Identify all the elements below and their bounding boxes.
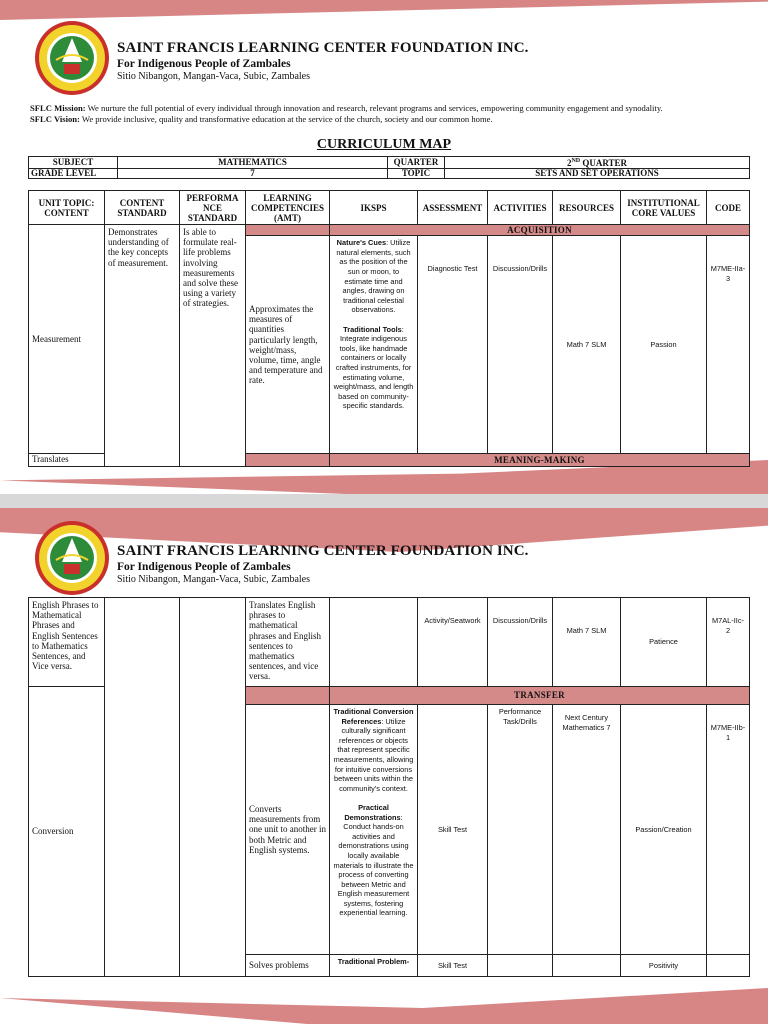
core-values-passion-creation: Passion/Creation xyxy=(621,705,707,955)
iksps-empty xyxy=(330,598,418,687)
resources-slm: Math 7 SLM xyxy=(553,598,621,687)
iksps-problem: Traditional Problem- xyxy=(330,955,418,977)
iksps-conversion xyxy=(330,705,418,955)
col-iksps: IKSPS xyxy=(330,191,418,225)
resources-empty xyxy=(553,955,621,977)
curriculum-map-title: CURRICULUM MAP xyxy=(316,137,452,152)
phase-bar-left-2 xyxy=(246,454,330,467)
school-subtitle: For Indigenous People of Zambales xyxy=(117,58,291,70)
performance-standard: Is able to formulate real-life problems involving measurements and solve these using a variety of strategies. xyxy=(180,225,246,467)
iksps-heading-2: Traditional Tools xyxy=(343,324,402,334)
iksps-conv-text-1: : Utilize culturally significant references or objects that represent specific measurements, allowing for intuitive conversions between units within the community's context. xyxy=(333,716,414,793)
mission-text: We nurture the full potential of every individual through innovation and research, relevant programs and services, empowering community engagement and synodality. xyxy=(85,103,663,113)
phase-bar-left xyxy=(246,225,330,236)
subject-label: SUBJECT xyxy=(29,157,118,169)
vision-text: We provide inclusive, quality and transformative education at the service of the church, society and our common home. xyxy=(79,113,493,124)
iksps-conv-text-2: : Conduct hands-on activities and demonstrations using locally available materials to illustrate the process of converting between Metric and English measurement systems, fostering experiential learning. xyxy=(333,812,414,918)
iksps-conv-heading-2: Practical Demonstrations xyxy=(344,802,401,822)
core-values-positivity: Positivity xyxy=(621,955,707,977)
quarter-value: 2ND QUARTER xyxy=(445,157,750,169)
iksps-cell xyxy=(330,236,418,454)
core-values-patience: Patience xyxy=(621,598,707,687)
grade-value: 7 xyxy=(118,169,388,179)
col-unit-topic: UNIT TOPIC: CONTENT xyxy=(29,191,105,225)
school-logo-2 xyxy=(34,520,110,596)
code-m7al: M7AL-IIc-2 xyxy=(707,598,750,687)
core-values-cell: Passion xyxy=(621,236,707,454)
school-subtitle-2: For Indigenous People of Zambales xyxy=(117,561,291,573)
assessment-activity: Activity/Seatwork xyxy=(418,598,488,687)
col-resources: RESOURCES xyxy=(553,191,621,225)
activities-discussion: Discussion/Drills xyxy=(488,598,553,687)
iksps-conv-heading-1: Traditional Conversion References xyxy=(333,707,414,726)
competency-approximates: Approximates the measures of quantities particularly length, weight/mass, volume, time, angle and temperature and rate. xyxy=(246,236,330,454)
topic-label: TOPIC xyxy=(388,169,445,179)
mission-line xyxy=(30,103,750,114)
unit-measurement: Measurement xyxy=(29,225,105,454)
competency-translates: Translates English phrases to mathematical phrases and English sentences to mathematics sentences, and vice versa. xyxy=(246,598,330,687)
assessment-skill-test: Skill Test xyxy=(418,705,488,955)
iksps-heading-1: Nature's Cues xyxy=(336,238,387,248)
activities-empty xyxy=(488,955,553,977)
document-page-1 xyxy=(0,0,768,494)
topic-value: SETS AND SET OPERATIONS xyxy=(445,169,750,179)
performance-standard-cont xyxy=(180,598,246,977)
iksps-text-1: : Utilize natural elements, such as the position of the sun or moon, to estimate time and angles, drawing on traditional celestial observations. xyxy=(336,238,411,315)
col-content-standard: CONTENT STANDARD xyxy=(105,191,180,225)
resources-cell: Math 7 SLM xyxy=(553,236,621,454)
page-gap xyxy=(0,494,768,508)
curriculum-table-1 xyxy=(28,190,750,467)
unit-conversion: Conversion xyxy=(29,687,105,977)
mission-label: SFLC Mission: xyxy=(30,103,86,113)
code-empty xyxy=(707,955,750,977)
col-core-values: INSTITUTIONAL CORE VALUES xyxy=(621,191,707,225)
iksps-text-2: : Integrate indigenous tools, like handmade containers or locally crafted instruments, for estimating volume, weight/mass, and length based on community-specific standards. xyxy=(333,324,414,411)
unit-translates: Translates xyxy=(29,454,105,467)
document-page-2 xyxy=(0,508,768,1024)
school-address: Sitio Nibangon, Mangan-Vaca, Subic, Zambales xyxy=(117,71,311,82)
mission-vision xyxy=(30,103,750,124)
quarter-label: QUARTER xyxy=(388,157,445,169)
school-header xyxy=(117,40,529,82)
col-code: CODE xyxy=(707,191,750,225)
activities-cell: Discussion/Drills xyxy=(488,236,553,454)
subject-value: MATHEMATICS xyxy=(118,157,388,169)
content-standard-cont xyxy=(105,598,180,977)
info-table xyxy=(28,156,750,179)
resources-next-century: Next Century Mathematics 7 xyxy=(553,705,621,955)
bottom-decorative-band-2 xyxy=(0,984,768,1024)
col-performance-standard: PERFORMA NCE STANDARD xyxy=(180,191,246,225)
school-address-2: Sitio Nibangon, Mangan-Vaca, Subic, Zambales xyxy=(117,574,311,585)
grade-label: GRADE LEVEL xyxy=(29,169,118,179)
competency-converts: Converts measurements from one unit to another in both Metric and English systems. xyxy=(246,705,330,955)
col-assessment: ASSESSMENT xyxy=(418,191,488,225)
school-name: SAINT FRANCIS LEARNING CENTER FOUNDATION INC. xyxy=(117,40,529,56)
school-header-2 xyxy=(117,543,529,585)
vision-label: SFLC Vision: xyxy=(30,113,80,124)
phase-meaning-making: MEANING-MAKING xyxy=(330,454,750,467)
code-m7me: M7ME-IIb-1 xyxy=(707,705,750,955)
school-name-2: SAINT FRANCIS LEARNING CENTER FOUNDATION INC. xyxy=(117,543,529,559)
activities-performance: Performance Task/Drills xyxy=(488,705,553,955)
curriculum-table-2 xyxy=(28,597,750,977)
col-activities: ACTIVITIES xyxy=(488,191,553,225)
phase-bar-left-3 xyxy=(246,687,330,705)
phase-acquisition: ACQUISITION xyxy=(330,225,750,236)
content-standard: Demonstrates understanding of the key concepts of measurement. xyxy=(105,225,180,467)
phase-transfer: TRANSFER xyxy=(330,687,750,705)
assessment-cell: Diagnostic Test xyxy=(418,236,488,454)
unit-translates-full: English Phrases to Mathematical Phrases and English Sentences to Mathematics Sentences, and Vice versa. xyxy=(29,598,105,687)
col-learning-competencies: LEARNING COMPETENCIES (AMT) xyxy=(246,191,330,225)
vision-line xyxy=(30,114,750,125)
competency-solves: Solves problems xyxy=(246,955,330,977)
assessment-skill-test-2: Skill Test xyxy=(418,955,488,977)
top-decorative-band xyxy=(0,0,768,20)
code-cell: M7ME-IIa-3 xyxy=(707,236,750,454)
school-logo xyxy=(34,20,110,96)
